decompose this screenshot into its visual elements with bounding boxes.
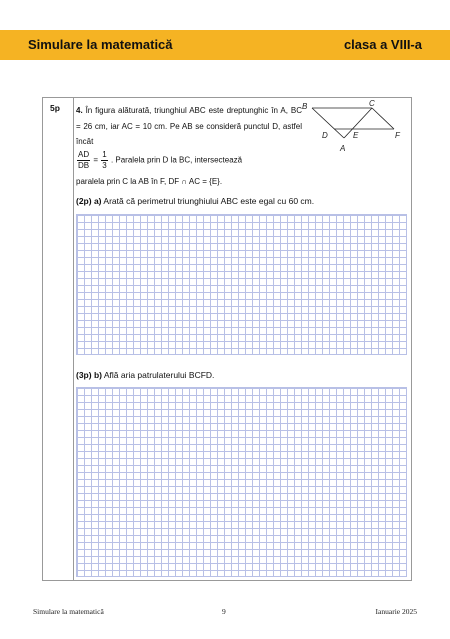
footer-page-number: 9 [222, 607, 226, 616]
problem-text-2: . Paralela prin D la BC, intersectează [110, 155, 243, 165]
problem-statement [76, 103, 302, 171]
answer-grid-b[interactable] [76, 387, 407, 577]
label-c: C [369, 100, 375, 108]
column-divider [73, 98, 74, 580]
answer-grid-a[interactable] [76, 214, 407, 355]
part-a-points: (2p) a) [76, 196, 102, 206]
problem-text-3: paralela prin C la AB în F, DF ∩ AC = {E}. [76, 177, 223, 186]
problem-number: 4. [76, 106, 83, 115]
label-e: E [353, 131, 359, 140]
equals-sign: = [93, 155, 99, 165]
part-b-text: Află aria patrulaterului BCFD. [103, 370, 215, 380]
part-b-points: (3p) b) [76, 370, 102, 380]
header-grade: clasa a VIII-a [343, 37, 422, 52]
part-a-text: Arată că perimetrul triunghiului ABC este egal cu 60 cm. [103, 196, 315, 206]
footer-date: Ianuarie 2025 [375, 607, 417, 616]
fraction-ad-db: $\frac{AD}{DB}$ [78, 149, 90, 170]
part-b [76, 370, 214, 380]
header-title: Simulare la matematică [28, 37, 173, 52]
part-a [76, 196, 314, 206]
header-bar [0, 30, 450, 60]
problem-points: 5p [50, 103, 60, 113]
problem-text-1: În figura alăturată, triunghiul ABC este dreptunghic în A, BC = 26 cm, iar AC = 10 cm. Pe AB se consideră punctul D, astfel încât [76, 106, 302, 146]
label-d: D [322, 131, 328, 140]
label-b: B [302, 102, 308, 111]
label-a: A [340, 144, 346, 153]
geometry-figure [300, 100, 410, 155]
fraction-one-third: $\frac{1}{3}$ [102, 149, 107, 170]
label-f: F [395, 131, 400, 140]
footer-title: Simulare la matematică [33, 607, 104, 616]
